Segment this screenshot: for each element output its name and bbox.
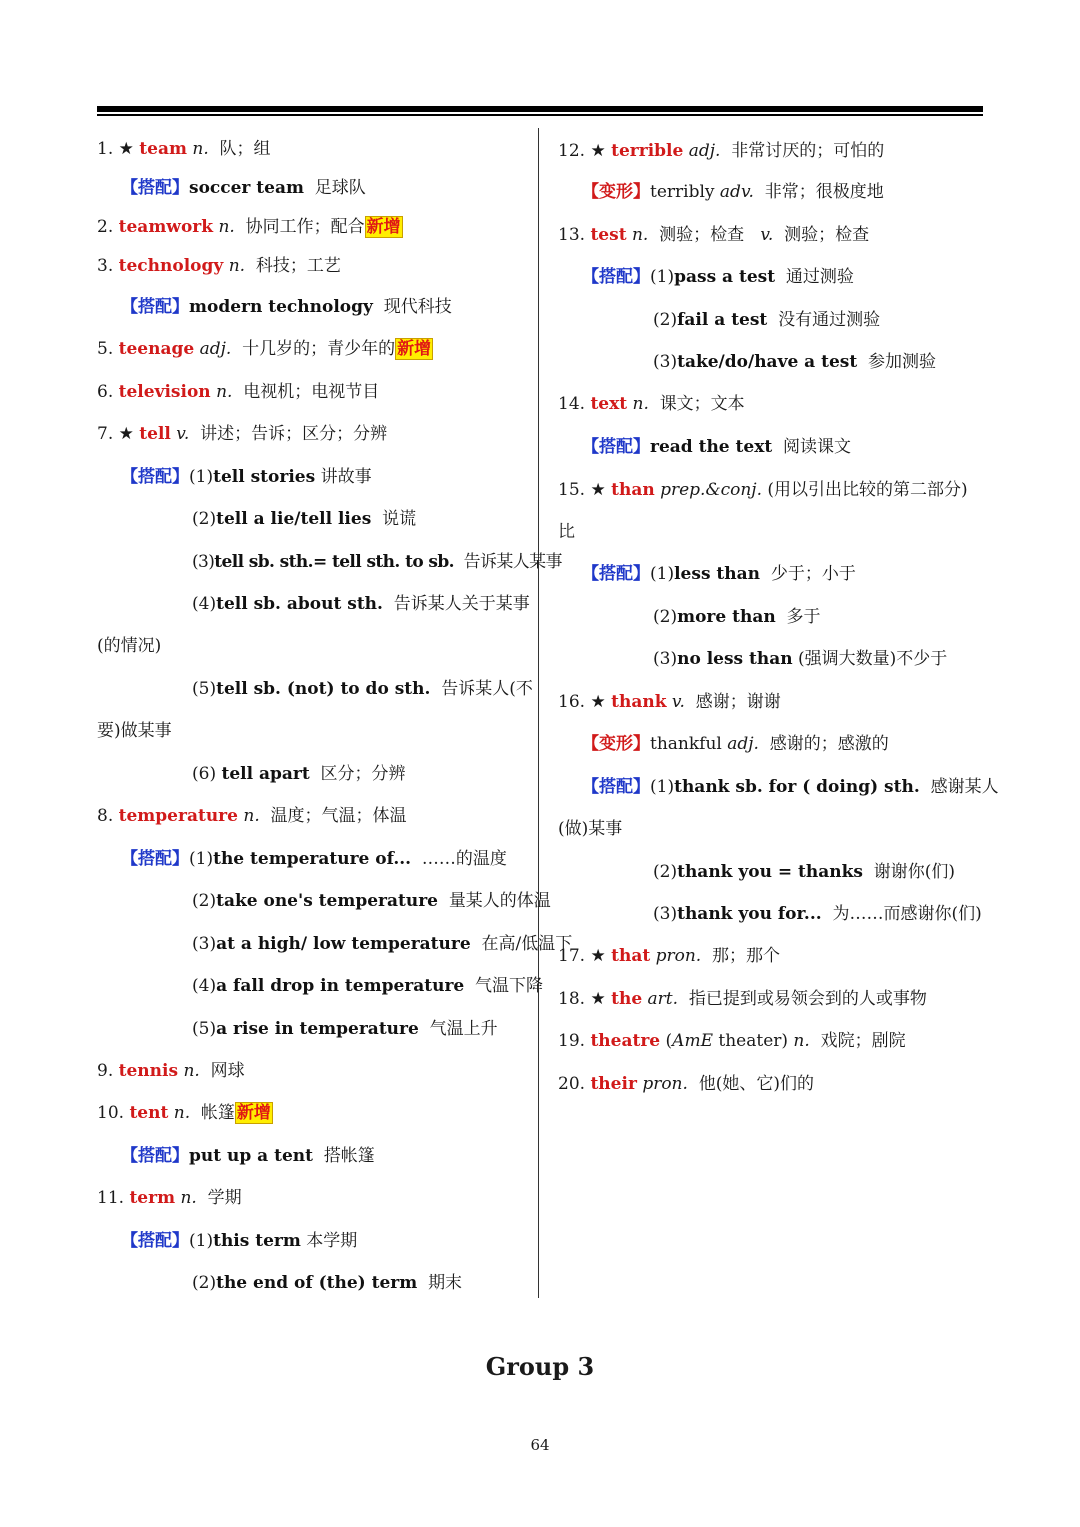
group-title: Group 3 [485, 1352, 595, 1381]
entry-test: 13. test n. 测验；检查 v. 测验；检查 [558, 225, 870, 245]
collocation: (2)more than 多于 [653, 607, 821, 627]
collocation: (2)tell a lie/tell lies 说谎 [192, 509, 417, 529]
collocation-wrap: 要)做某事 [97, 721, 172, 741]
collocation: 【搭配】(1)pass a test 通过测验 [582, 267, 854, 287]
collocation: 【搭配】read the text 阅读课文 [582, 437, 852, 457]
entry-text: 14. text n. 课文；文本 [558, 394, 745, 414]
word-form: 【变形】thankful adj. 感谢的；感激的 [582, 734, 889, 754]
page-number: 64 [530, 1436, 550, 1454]
collocation: 【搭配】modern technology 现代科技 [121, 297, 452, 317]
entry-tennis: 9. tennis n. 网球 [97, 1061, 245, 1081]
collocation: (3)tell sb. sth.= tell sth. to sb. 告诉某人某事 [192, 552, 562, 572]
entry-tell: 7. ★ tell v. 讲述；告诉；区分；分辨 [97, 424, 388, 444]
entry-team: 1. ★ team n. 队；组 [97, 139, 271, 159]
entry-temperature: 8. temperature n. 温度；气温；体温 [97, 806, 407, 826]
header-rule-thin [97, 114, 983, 116]
entry-terrible: 12. ★ terrible adj. 非常讨厌的；可怕的 [558, 141, 885, 161]
header-rule-thick [97, 106, 983, 112]
entry-teenage: 5. teenage adj. 十几岁的；青少年的 新增 [97, 339, 432, 359]
collocation: 【搭配】(1)the temperature of... ……的温度 [121, 849, 507, 869]
new-badge: 新增 [366, 217, 401, 237]
collocation: (3)take/do/have a test 参加测验 [653, 352, 937, 372]
collocation-wrap: (做)某事 [558, 819, 623, 839]
word-form: 【变形】terribly adv. 非常；很极度地 [582, 182, 884, 202]
collocation: 【搭配】soccer team 足球队 [121, 178, 366, 198]
entry-theatre: 19. theatre (AmE theater) n. 戏院；剧院 [558, 1031, 906, 1051]
entry-television: 6. television n. 电视机；电视节目 [97, 382, 380, 402]
entry-tent: 10. tent n. 帐篷 新增 [97, 1103, 271, 1123]
column-divider [538, 128, 539, 1298]
entry-wrap: 比 [558, 522, 575, 542]
collocation: (2)take one's temperature 量某人的体温 [192, 891, 551, 911]
entry-that: 17. ★ that pron. 那；那个 [558, 946, 781, 966]
star-icon: ★ [118, 139, 134, 159]
collocation: (4)tell sb. about sth. 告诉某人关于某事 [192, 594, 530, 614]
entry-thank: 16. ★ thank v. 感谢；谢谢 [558, 692, 781, 712]
collocation: (3)thank you for... 为……而感谢你(们) [653, 904, 982, 924]
collocation: (2)thank you = thanks 谢谢你(们) [653, 862, 956, 882]
collocation: (5)tell sb. (not) to do sth. 告诉某人(不 [192, 679, 533, 699]
collocation: (6) tell apart 区分；分辨 [192, 764, 406, 784]
collocation-wrap: (的情况) [97, 636, 162, 656]
collocation: (3)no less than (强调大数量)不少于 [653, 649, 948, 669]
collocation: (2)fail a test 没有通过测验 [653, 310, 881, 330]
collocation: 【搭配】(1)this term 本学期 [121, 1231, 358, 1251]
collocation: (3)at a high/ low temperature 在高/低温下 [192, 934, 573, 954]
star-icon: ★ [590, 141, 606, 161]
entry-term: 11. term n. 学期 [97, 1188, 242, 1208]
collocation: (2)the end of (the) term 期末 [192, 1273, 463, 1293]
collocation: 【搭配】(1)tell stories 讲故事 [121, 467, 372, 487]
entry-teamwork: 2. teamwork n. 协同工作；配合 新增 [97, 217, 401, 237]
new-badge: 新增 [397, 339, 432, 359]
collocation: 【搭配】put up a tent 搭帐篷 [121, 1146, 375, 1166]
star-icon: ★ [118, 424, 134, 444]
collocation: (4)a fall drop in temperature 气温下降 [192, 976, 544, 996]
star-icon: ★ [590, 692, 606, 712]
new-badge: 新增 [236, 1103, 271, 1123]
entry-the: 18. ★ the art. 指已提到或易领会到的人或事物 [558, 989, 927, 1009]
entry-than: 15. ★ than prep.&conj. (用以引出比较的第二部分) [558, 480, 968, 500]
star-icon: ★ [590, 946, 606, 966]
star-icon: ★ [590, 989, 606, 1009]
star-icon: ★ [590, 480, 606, 500]
entry-technology: 3. technology n. 科技；工艺 [97, 256, 341, 276]
collocation: 【搭配】(1)thank sb. for ( doing) sth. 感谢某人 [582, 777, 999, 797]
entry-their: 20. their pron. 他(她、它)们的 [558, 1074, 814, 1094]
collocation: (5)a rise in temperature 气温上升 [192, 1019, 498, 1039]
collocation: 【搭配】(1)less than 少于；小于 [582, 564, 856, 584]
